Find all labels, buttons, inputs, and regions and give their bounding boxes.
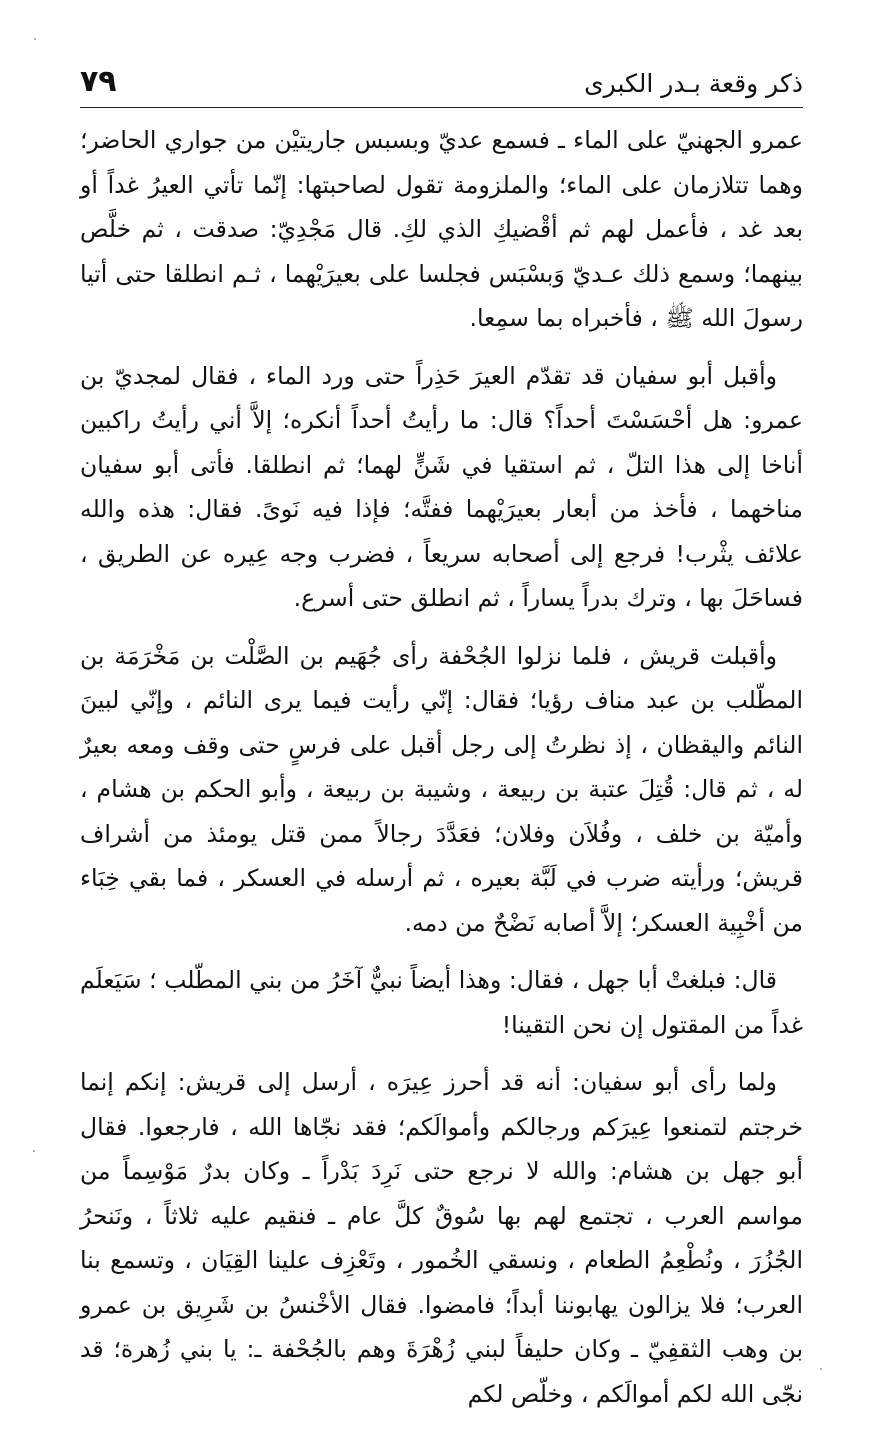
paragraph: ولما رأى أبو سفيان: أنه قد أحرز عِيرَه ، أرسل إلى قريش: إنكم إنما خرجتم لتمنعوا عِيرَكم ورجالكم وأموالَكم؛ فقد نجّاها الله ، فارجعوا. فقال أبو جهل بن هشام: والله لا نرجع حتى نَرِدَ بَدْراً ـ وكان بدرٌ مَوْسِماً من مواسم العرب ، تجتمع لهم بها سُوقٌ كلَّ عام ـ فنقيم عليه ثلاثاً ، ونَنحرُ الجُزُرَ ، ونُطْعِمُ الطعام ، ونسقي الخُمور ، وتَعْزِف علينا القِيَان ، وتسمع بنا العرب؛ فلا يزالون يهابوننا أبداً؛ فامضوا. فقال الأخْنسُ بن شَرِيق بن عمرو بن وهب الثقفِيّ ـ وكان حليفاً لبني زُهْرَةَ وهم بالجُحْفة ـ: يا بني زُهرة؛ قد نجّى الله لكم أموالَكم ، وخلّص لكم	[80, 1068, 803, 1408]
paragraph: وأقبل أبو سفيان قد تقدّم العيرَ حَذِراً حتى ورد الماء ، فقال لمجديّ بن عمرو: هل أحْسَسْتَ أحداً؟ قال: ما رأيتُ أحداً أنكره؛ إلاَّ أني رأيتُ راكبين أناخا إلى هذا التلّ ، ثم استقيا في شَنٍّ لهما؛ ثم انطلقا. فأتى أبو سفيان مناخهما ، فأخذ من أبعار بعيرَيْهما ففتَّه؛ فإذا فيه نَوىً. فقال: هذه والله علائف يثْرب! فرجع إلى أصحابه سريعاً ، فضرب وجه عِيره عن الطريق ، فساحَلَ بها ، وترك بدراً يساراً ، ثم انطلق حتى أسرع.	[80, 361, 803, 612]
page-number: ٧٩	[80, 64, 117, 99]
paragraph: قال: فبلغتْ أبا جهل ، فقال: وهذا أيضاً نبيٌّ آخَرُ من بني المطّلب ؛ سَيَعلَم غداً من المقتول إن نحن التقينا!	[80, 966, 803, 1039]
paragraph: عمرو الجهنيّ على الماء ـ فسمع عديّ وبسبس جاريتيْن من جواري الحاضر؛ وهما تتلازمان على الماء؛ والملزومة تقول لصاحبتها: إنّما تأتي العيرُ غداً أو بعد غد ، فأعمل لهم ثم أقْضيكِ الذي لكِ. قال مَجْدِيّ: صدقت ، ثم خلَّص بينهما؛ وسمع ذلك عـديّ وَبسْبَس فجلسا على بعيرَيْهما ، ثـم انطلقا حتى أتيا رسولَ الله ﷺ ، فأخبراه بما سمِعا.	[80, 126, 803, 332]
page-header	[80, 66, 803, 106]
body-text	[80, 118, 803, 1429]
scan-speck	[34, 38, 36, 40]
running-head: ذكر وقعة بـدر الكبرى	[584, 69, 803, 98]
paragraph: وأقبلت قريش ، فلما نزلوا الجُحْفة رأى جُهَيم بن الصَّلْت بن مَخْرَمَة بن المطّلب بن عبد مناف رؤيا؛ فقال: إنّي رأيت فيما يرى النائم ، وإنّي لبينَ النائم واليقظان ، إذ نظرتُ إلى رجل أقبل على فرسٍ حتى وقف ومعه بعيرٌ له ، ثم قال: قُتِلَ عتبة بن ربيعة ، وشيبة بن ربيعة ، وأبو الحكم بن هشام ، وأميّة بن خلف ، وفُلاَن وفلان؛ فعَدَّدَ رجالاً ممن قتل يومئذ من أشراف قريش؛ ورأيته ضرب في لَبَّة بعيره ، ثم أرسله في العسكر ، فما بقي خِبَاء من أخْبِية العسكر؛ إلاَّ أصابه نَضْحٌ من دمه.	[80, 641, 803, 937]
header-rule	[80, 107, 803, 108]
scan-speck	[33, 1150, 35, 1152]
scan-speck	[820, 1368, 822, 1370]
